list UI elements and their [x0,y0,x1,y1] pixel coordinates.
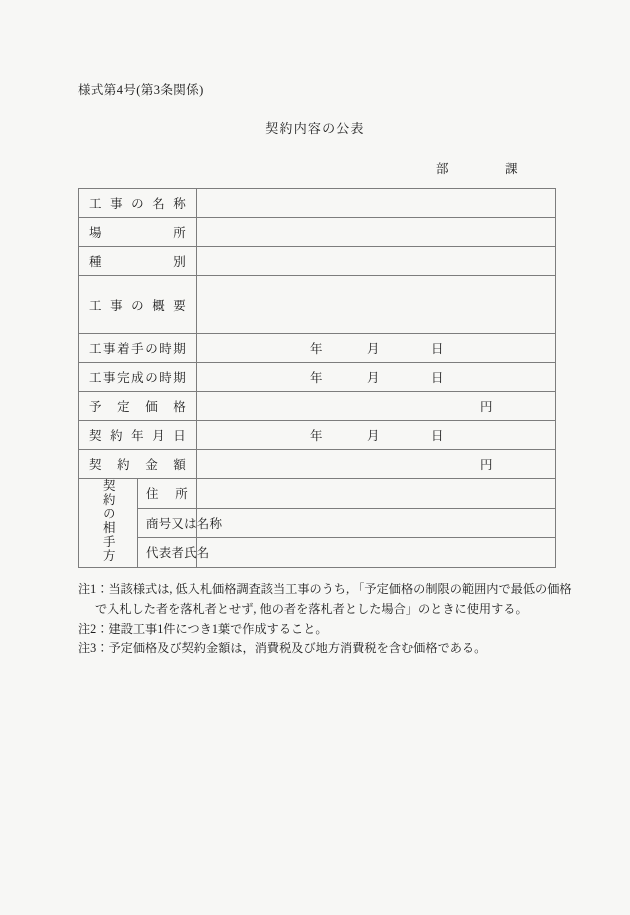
yen-marker: 円 [480,458,493,472]
row-label-type: 種別 [79,247,197,276]
department-section-row [78,159,556,177]
month-marker: 月 [367,429,380,443]
row-value-work-outline[interactable] [197,276,556,334]
row-label-contract-date: 契約年月日 [79,421,197,450]
table-row [79,363,556,392]
row-value-party-address[interactable] [197,479,556,509]
year-marker: 年 [310,342,323,356]
table-row [79,421,556,450]
footnote-3 [78,639,578,659]
row-label-start-date: 工事着手の時期 [79,334,197,363]
row-label-party-trade-name: 商号又は名称 [138,508,197,538]
row-value-party-representative[interactable] [197,538,556,568]
table-row [79,392,556,421]
table-row [79,276,556,334]
page-title: 契約内容の公表 [265,121,365,136]
row-label-location: 場所 [79,218,197,247]
row-value-party-trade-name[interactable] [197,508,556,538]
row-value-work-name[interactable] [197,189,556,218]
row-value-type[interactable] [197,247,556,276]
month-marker: 月 [367,342,380,356]
section-label: 課 [505,162,519,176]
row-label-work-name: 工事の名称 [79,189,197,218]
table-row [79,189,556,218]
footnote-2 [78,620,578,640]
table-row [79,334,556,363]
table-row [79,479,556,509]
table-row [79,450,556,479]
row-value-contract-amount[interactable] [197,450,556,479]
footnotes [78,580,578,659]
row-label-work-outline: 工事の概要 [79,276,197,334]
day-marker: 日 [431,429,444,443]
row-value-completion-date[interactable] [197,363,556,392]
footnote-1-line-1: 注1：当該様式は, 低入札価格調査該当工事のうち, 「予定価格の制限の範囲内で最低の価格 [78,582,572,596]
row-label-estimated-price: 予定価格 [79,392,197,421]
row-label-completion-date: 工事完成の時期 [79,363,197,392]
row-value-estimated-price[interactable] [197,392,556,421]
footnote-1-line-2: で入札した者を落札者とせず, 他の者を落札者とした場合」のときに使用する。 [95,601,528,616]
footnote-3-line-1: 注3：予定価格及び契約金額は，消費税及び地方消費税を含む価格である。 [78,641,487,656]
row-value-start-date[interactable] [197,334,556,363]
row-value-contract-date[interactable] [197,421,556,450]
contract-disclosure-table [78,188,556,568]
row-value-location[interactable] [197,218,556,247]
table-row [79,538,556,568]
row-label-party-representative: 代表者氏名 [138,538,197,568]
footnote-1 [78,580,578,620]
table-row [79,218,556,247]
table-row [79,508,556,538]
form-code: 様式第4号(第3条関係) [78,83,204,97]
year-marker: 年 [310,429,323,443]
yen-marker: 円 [480,400,493,414]
table-row [79,247,556,276]
row-label-party-address: 住所 [138,479,197,509]
footnote-2-line-1: 注2：建設工事1件につき1葉で作成すること。 [78,621,328,636]
day-marker: 日 [431,371,444,385]
day-marker: 日 [431,342,444,356]
row-label-contract-party: 契約の相手方 [79,479,138,568]
month-marker: 月 [367,371,380,385]
year-marker: 年 [310,371,323,385]
department-label: 部 [436,162,450,176]
row-label-contract-amount: 契約金額 [79,450,197,479]
